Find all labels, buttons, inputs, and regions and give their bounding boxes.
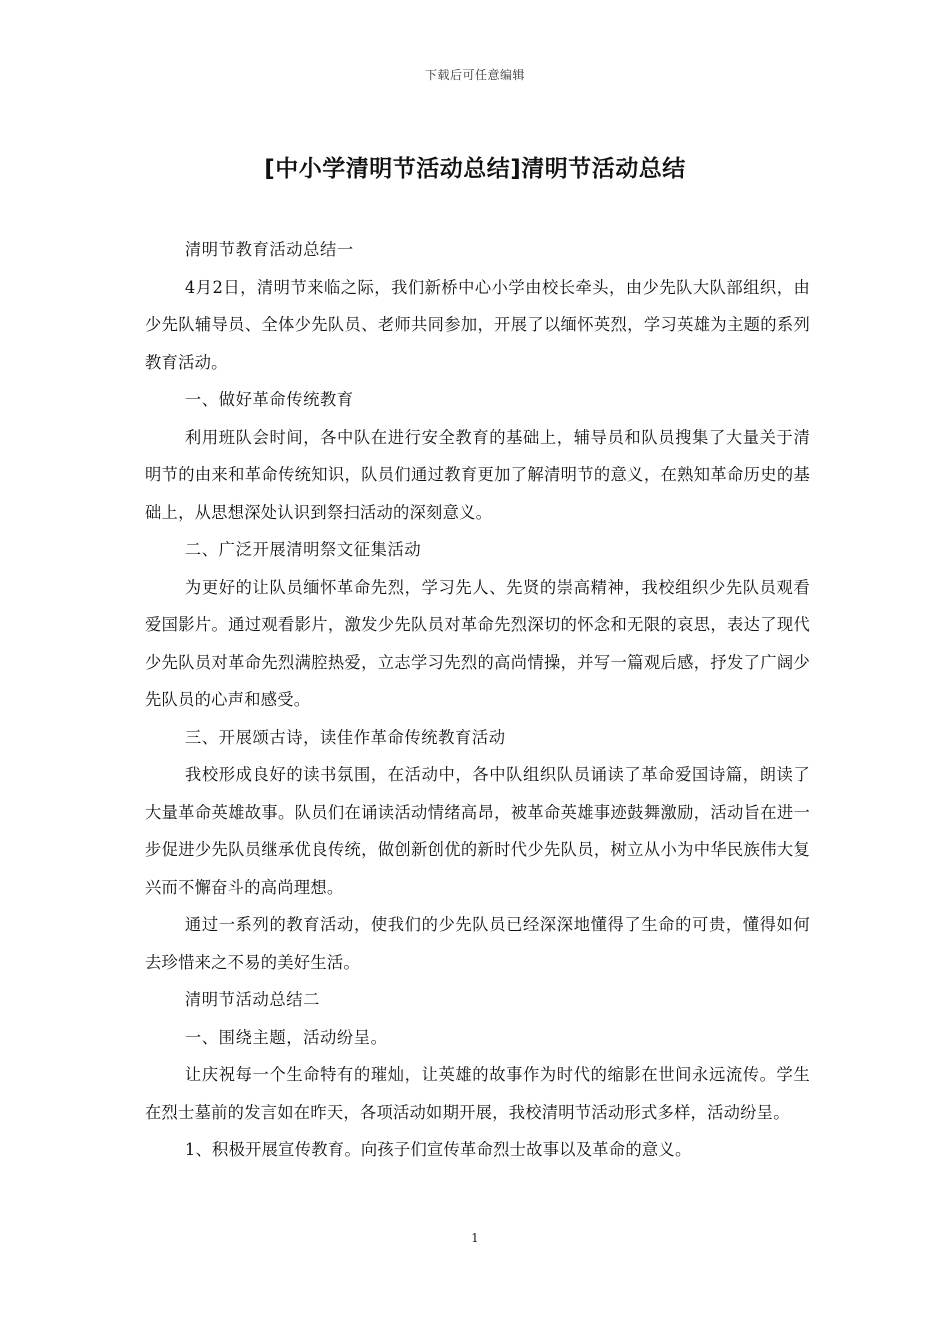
document-body: [145, 231, 810, 1169]
header-note: 下载后可任意编辑: [424, 68, 525, 82]
page-number: 1: [471, 1231, 479, 1245]
document-title: [中小学清明节活动总结]清明节活动总结: [264, 156, 686, 182]
paragraph: 我校形成良好的读书氛围，在活动中，各中队组织队员诵读了革命爱国诗篇，朗读了大量革命英雄故事。队员们在诵读活动情绪高昂，被革命英雄事迹鼓舞激励，活动旨在进一步促进少先队员继承优良传统，做创新创优的新时代少先队员，树立从小为中华民族伟大复兴而不懈奋斗的高尚理想。: [145, 765, 810, 897]
paragraph: 为更好的让队员缅怀革命先烈，学习先人、先贤的崇高精神，我校组织少先队员观看爱国影片。通过观看影片，激发少先队员对革命先烈深切的怀念和无限的哀思，表达了现代少先队员对革命先烈满腔热爱，立志学习先烈的高尚情操，并写一篇观后感，抒发了广阔少先队员的心声和感受。: [145, 577, 810, 709]
section-heading: 三、开展颂古诗，读佳作革命传统教育活动: [184, 727, 506, 747]
section-heading: 清明节活动总结二: [184, 990, 320, 1009]
section-heading: 二、广泛开展清明祭文征集活动: [184, 540, 422, 559]
paragraph: 通过一系列的教育活动，使我们的少先队员已经深深地懂得了生命的可贵，懂得如何去珍惜来之不易的美好生活。: [145, 915, 810, 972]
paragraph: 1、积极开展宣传教育。向孩子们宣传革命烈士故事以及革命的意义。: [184, 1140, 692, 1159]
paragraph: 利用班队会时间，各中队在进行安全教育的基础上，辅导员和队员搜集了大量关于清明节的由来和革命传统知识，队员们通过教育更加了解清明节的意义，在熟知革命历史的基础上，从思想深处认识到祭扫活动的深刻意义。: [145, 427, 810, 522]
section-heading: 一、做好革命传统教育: [184, 390, 354, 409]
section-heading: 清明节教育活动总结一: [184, 240, 354, 259]
section-heading: 一、围绕主题，活动纷呈。: [184, 1027, 388, 1047]
paragraph: 让庆祝每一个生命特有的璀灿，让英雄的故事作为时代的缩影在世间永远流传。学生在烈士墓前的发言如在昨天，各项活动如期开展，我校清明节活动形式多样，活动纷呈。: [145, 1065, 810, 1122]
paragraph: 4月2日，清明节来临之际，我们新桥中心小学由校长牵头，由少先队大队部组织，由少先队辅导员、全体少先队员、老师共同参加，开展了以缅怀英烈，学习英雄为主题的系列教育活动。: [145, 277, 810, 372]
